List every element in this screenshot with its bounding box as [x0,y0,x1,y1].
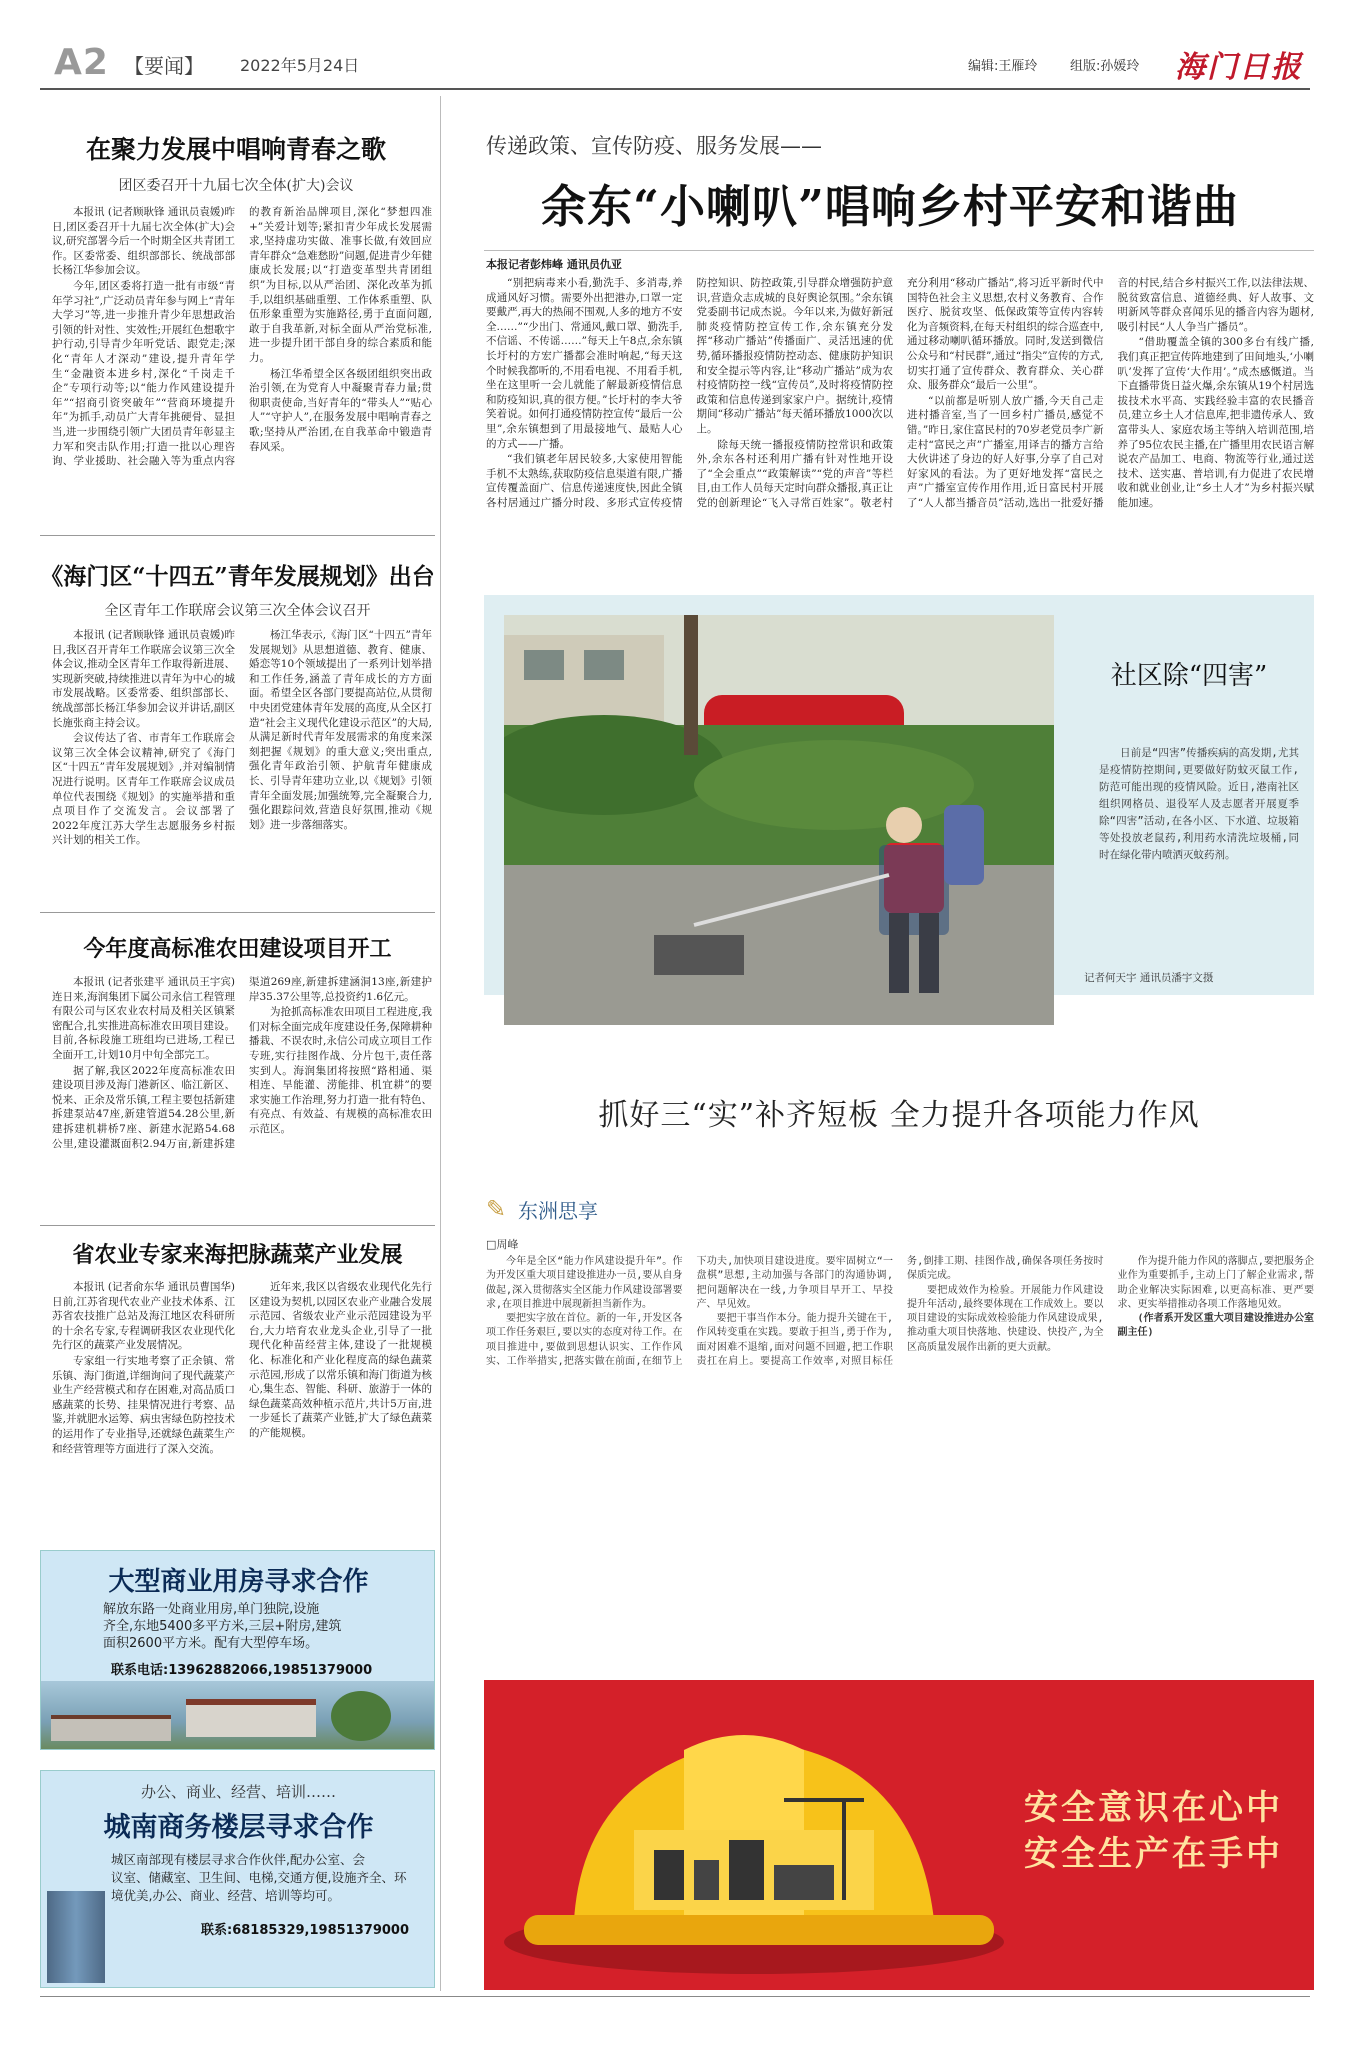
photo-credit: 记者何天宇 通讯员潘宇文摄 [1084,972,1214,984]
designer-credit: 组版:孙媛玲 [1070,59,1140,74]
article-body [52,975,432,1225]
ad-text [111,1851,429,1905]
article-subtitle: 团区委召开十九届七次全体(扩大)会议 [118,178,354,194]
news-photo [504,615,1054,1025]
paragraph: “我们镇老年居民较多,大家使用智能手机不太熟练,获取防疫信息渠道有限,广播宣传覆盖面广、信息传递速度快,因此全镇各村居通过广播分时段、多形式宣传疫情防控知识、防控政策,引导群众增强防护意识,营造众志成城的良好舆论氛围。”余东镇党委副书记成杰说。今年以来,为做好新冠肺炎疫情防控宣传工作,余东镇充分发挥“移动广播站”传播面广、灵活迅速的优势,循环播报疫情防控动态、健康防护知识和安全提示等内容,让“移动广播站”成为农村疫情防控一线“宣传员”,及时将疫情防控政策和信息传递到家家户户。据统计,疫情期间“移动广播站”每天循环播放1000次以上。 [486,277,893,509]
column-name: 东洲思享 [518,1199,598,1223]
article-title: 今年度高标准农田建设项目开工 [83,936,392,962]
page-bottom-rule [40,1996,1310,1997]
article-title: 《海门区“十四五”青年发展规划》出台 [40,563,435,590]
book-icon: ✎ [486,1195,507,1223]
ad-text [103,1601,433,1652]
article-body [52,205,432,525]
paragraph: 杨江华表示,《海门区“十四五”青年发展规划》从思想道德、教育、健康、婚恋等10个领域提出了一系列计划举措和工作任务,涵盖了青年成长的方方面面。希望全区各部门要提高站位,从贯彻中央团党建体青年发展的高度,从全区打造“社会主义现代化建设示范区”的大局,从满足新时代青年发展需求的角度来深刻把握《规划》的重大意义;突出重点,强化青年政治引领、护航青年健康成长、引导青年建功立业,以《规划》引领青年全面发展;加强统筹,完全凝聚合力,强化跟踪问效,营造良好氛围,推动《规划》进一步落细落实。 [249,629,432,831]
author-note: (作者系开发区重大项目建设推进办公室副主任) [1117,1313,1314,1339]
photo-feature [484,595,1314,995]
paragraph: 今年,团区委将打造一批有市级“青年学习社”,广泛动员青年参与网上“青年大学习”等,进一步推升青少年思想政治引领的针对性、实效性;开展红色想歌宇护行动,引导青少年听党话、跟党走;深化“青年人才深动”建设,提升青年学生“金融资本进乡村,深化“千岗走千企”专项行动等;以“能力作风建设提升年”“招商引资突破年”“营商环境提升年”为抓手,动员广大青年挑硬骨、显担当,进一步围绕引领广大团员青年彰显主力军和突击队作用;打造一批以心理咨询、学业援助、社会融入等为重点内容的教育新治品牌项目,深化“梦想四准+”关爱计划等;紧扣青少年成长发展需求,坚持虚功实做、准事长做,有效回应青年群众“急难愁盼”问题,促进青少年健康成长发展;以“打造变革型共青团组织”为目标,以从严治团、深化改革为抓手,以组织基础重塑、工作体系重塑、队伍形象重塑为实施路径,勇于直面问题,敢于自我革新,对标全面从严治党标准,进一步提升团干部自身的综合素质和能力。 [52,206,432,468]
newspaper-logo: 海门日报 [1175,50,1303,85]
section-name: 【要闻】 [124,54,204,78]
ad-line: 解放东路一处商业用房,单门独院,设施 [103,1602,320,1617]
safety-ad [484,1680,1314,1990]
building-photo [41,1681,434,1749]
ad-line: 境优美,办公、商业、经营、培训等均可。 [111,1888,340,1903]
building-wing [51,1715,171,1741]
paragraph: 作为提升能力作风的落脚点,要把服务企业作为重要抓手,主动上门了解企业需求,帮助企业解决实际困难,以更高标准、更严要求、更实举措推动各项工作落地见效。 [1117,1256,1314,1310]
photo-illustration [504,615,1054,1025]
article-body [52,628,432,898]
paragraph: 会议传达了省、市青年工作联席会议第三次全体会议精神,研究了《海门区“十四五”青年发展规划》,并对编制情况进行说明。区青年工作联席会议成员单位代表围绕《规划》的实施举措和重点项目作了交流发言。会议部署了2022年度江苏大学生志愿服务乡村振兴计划的相关工作。 [52,732,235,847]
article-divider [40,535,435,536]
office-tower-photo [47,1891,105,1983]
lead-body [486,276,1314,568]
page-number: A2 [54,42,109,83]
paragraph: 要把干事当作本分。能力提升关键在干,作风转变重在实践。要敢于担当,勇于作为,面对困难不退缩,面对问题不回避,把工作职责扛在肩上。要提高工作效率,对照目标任务,倒排工期、挂图作战,确保各项任务按时保质完成。 [696,1256,1104,1368]
article-title: 省农业专家来海把脉蔬菜产业发展 [72,1242,403,1268]
photo-title: 社区除“四害” [1110,661,1268,691]
tree [331,1691,391,1741]
ad-phone: 联系电话:13962882066,19851379000 [111,1663,373,1678]
article-divider [40,1225,435,1226]
paragraph: 近年来,我区以省级农业现代化先行区建设为契机,以园区农业产业融合发展示范园、省级农业产业示范园建设为平台,大力培育农业龙头企业,引导了一批现代化种苗经营主体,建设了一批规模化、标准化和产业化程度高的绿色蔬菜示范园,形成了以常乐镇和海门街道为核心,集生态、智能、科研、旅游于一体的绿色蔬菜高效种植示范片,共计5万亩,进一步延长了蔬菜产业链,扩大了绿色蔬菜的产能规模。 [249,1281,432,1439]
paragraph: 杨江华希望全区各级团组织突出政治引领,在为党育人中凝聚青春力量;贯彻职责使命,当好青年的“带头人”“贴心人”“守护人”,在服务发展中唱响青春之歌;坚持从严治团,在自我革命中锻造青春风采。 [249,367,432,453]
masthead [40,40,1310,84]
paragraph: 本报讯 (记者俞东华 通讯员曹国华)日前,江苏省现代农业产业技术体系、江苏省农技推广总站及海江地区农科研所的十余名专家,专程调研我区农业现代化先行区的蔬菜产业发展情况。 [52,1281,235,1352]
lead-title-rule [484,250,1314,251]
hard-hat-illustration [484,1680,1004,1990]
paragraph: “以前都是听别人放广播,今天自己走进村播音室,当了一回乡村广播员,感觉不错。”昨日,家住富民村的70岁老党员李广新走村“富民之声”广播室,用译吉的播方言给大伙讲述了身边的好人好事,分享了自己对好家风的看法。为了更好地发挥“富民之声”广播室宣传作用作用,近日富民村开展了“人人都当播音员”活动,选出一批爱好播音的村民,结合乡村振兴工作,以法律法规、脱贫致富信息、道德经典、好人故事、文明新风等群众喜闻乐见的播音内容为题材,吸引村民“人人争当广播员”。 [907,277,1314,509]
lead-title: 余东“小喇叭”唱响乡村平安和谐曲 [541,180,1239,233]
office-floor-ad [40,1770,435,1988]
paragraph: 本报讯 (记者顾耿锋 通讯员袁媛)昨日,团区委召开十九届七次全体(扩大)会议,研究部署今后一个时期全区共青团工作。区委常委、组织部部长、统战部部长杨江华参加会议。 [52,206,235,277]
article-body [52,1280,432,1538]
ad-title: 大型商业用房寻求合作 [108,1567,369,1597]
commentary-body [486,1255,1314,1635]
photo-caption: 日前是“四害”传播疾病的高发期,尤其是疫情防控期间,更要做好防蚊灭鼠工作,防范可能出现的疫情风险。近日,港南社区组织网格员、退役军人及志愿者开展夏季除“四害”活动,在各小区、下水道、垃圾箱等处投放老鼠药,利用药水清洗垃圾桶,同时在绿化带内喷洒灭蚊药剂。 [1099,747,1299,861]
paragraph: “别把病毒来小看,勤洗手、多消毒,养成通风好习惯。需要外出把港办,口罩一定要戴严,再大的热闹不围观,人多的地方不安全……”“少出门、常通风,戴口罩、勤洗手,不信谣、不传谣……”每天上午8点,余东镇长圩村的方宏广播都会准时响起,“每天这个时候我都听的,不用看电视、不用看手机,坐在这里听一会儿就能了解最新疫情信息和防疫知识,真的很方便。”长圩村的李大爷笑着说。如何打通疫情防控宣传“最后一公里”,余东镇想到了用最接地气、最贴人心的方式——广播。 [486,277,683,450]
ad-line: 面积2600平方米。配有大型停车场。 [103,1636,319,1651]
slogan-line: 安全生产在手中 [1024,1834,1283,1874]
column-divider [440,96,441,1991]
paragraph: 除每天统一播报疫情防控常识和政策外,余东各村还利用广播有针对性地开设了“全会重点”“政策解读”“党的声音”等栏目,由工作人员每天定时向群众播报,真正让党的创新理论“飞入寻常百姓家”。敬老村充分利用“移动广播站”,将习近平新时代中国特色社会主义思想,农村义务教育、合作医疗、脱贫攻坚、低保政策等宣传内容转化为音频资料,在每天村组织的综合巡查中,通过移动喇叭循环播放。同时,发送到微信公众号和“村民群”,通过“指尖”宣传的方式,切实打通了宣传群众、教育群众、关心群众、服务群众“最后一公里”。 [696,277,1104,509]
lead-byline: 本报记者彭炜峰 通讯员仇亚 [486,258,622,271]
issue-date: 2022年5月24日 [240,56,360,75]
paragraph: 今年是全区“能力作风建设提升年”。作为开发区重大项目建设推进办一员,要从自身做起,深入贯彻落实全区能力作风建设部署要求,在项目推进中展现新担当新作为。 [486,1256,683,1310]
building-roof [186,1699,316,1737]
commercial-property-ad [40,1550,435,1750]
commentary-headline: 抓好三“实”补齐短板 全力提升各项能力作风 [598,1098,1200,1133]
paragraph: 本报讯 (记者张建平 通讯员王宇宾)连日来,海润集团下属公司永信工程管理有限公司与区农业农村局及相关区镇紧密配合,扎实推进高标准农田项目建设。目前,各标段施工班组均已进场,工程已全面开工,计划10月中旬全部完工。 [52,976,235,1061]
commentary-author: □周峰 [486,1238,519,1251]
paragraph: 要把实字放在首位。新的一年,开发区各项工作任务艰巨,要以实的态度对待工作。在项目推进中,要做到思想认识实、工作作风实、工作举措实,把落实做在前面,在细节上下功夫,加快项目建设进度。要牢固树立“一盘棋”思想,主动加强与各部门的沟通协调,把问题解决在一线,力争项目早开工、早投产、早见效。 [486,1256,893,1368]
ad-line: 齐全,东地5400多平方米,三层+附房,建筑 [103,1619,342,1634]
slogan-line: 安全意识在心中 [1024,1788,1283,1828]
ad-slogan [1024,1785,1304,1877]
paragraph: 专家组一行实地考察了正余镇、常乐镇、海门街道,详细询问了现代蔬菜产业生产经营模式和存在困难,对高品质口感蔬菜的长势、挂果情况进行考察、品鉴,并就肥水运筹、病虫害绿色防控技术的运用作了专业指导,还就绿色蔬菜生产和经营管理等方面进行了深入交流。 [52,1354,235,1455]
article-subtitle: 全区青年工作联席会议第三次全体会议召开 [104,603,371,619]
paragraph: 要把成效作为检验。开展能力作风建设提升年活动,最终要体现在工作成效上。要以项目建设的实际成效检验能力作风建设成果,推动重大项目快落地、快建设、快投产,为全区高质量发展作出新的更大贡献。 [907,1284,1104,1353]
lead-kicker: 传递政策、宣传防疫、服务发展—— [486,134,822,158]
paragraph: 据了解,我区2022年度高标准农田建设项目涉及海门港新区、临江新区、悦来、正余及常乐镇,工程主要包括新建拆建泵站47座,新建管道54.28公里,新建拆建机耕桥7座、新建水泥路54.68公里,建设灌溉面积2.94万亩,新建拆建渠道269座,新建拆建涵洞13座,新建护岸35.37公里等,总投资约1.6亿元。 [52,976,432,1150]
column-logo [486,1185,612,1229]
ad-title: 城南商务楼层寻求合作 [103,1812,374,1843]
ad-kicker: 办公、商业、经营、培训…… [140,1783,336,1801]
paragraph: 为抢抓高标准农田项目工程进度,我们对标全面完成年度建设任务,保障耕种播栽、不误农时,永信公司成立项目工作专班,实行挂图作战、分片包干,责任落实到人。海润集团将按照“路相通、渠相连、旱能灌、涝能排、机宜耕”的要求实施工作治理,努力打造一批有特色、有亮点、有效益、有规模的高标准农田示范区。 [249,1006,432,1135]
paragraph: “借助覆盖全镇的300多台有线广播,我们真正把宣传阵地建到了田间地头,‘小喇叭’发挥了宣传‘大作用’。”成杰感慨道。当下直播带货日益火爆,余东镇从19个村居选拔技术水平高、实践经验丰富的农民播音员,建立乡土人才信息库,把非遗传承人、致富带头人、家庭农场主等纳入培训范围,培养了95位农民主播,在广播里用农民语言解说农产品加工、电商、物流等行业,通过送技术、送实惠、普培训,有力促进了农民增收和就业创业,让“乡土人才”为乡村振兴赋能加速。 [1117,336,1314,509]
masthead-rule [40,88,1310,90]
article-title: 在聚力发展中唱响青春之歌 [85,135,386,164]
ad-phone: 联系:68185329,19851379000 [201,1923,410,1938]
ad-line: 城区南部现有楼层寻求合作伙伴,配办公室、会 [111,1852,365,1867]
paragraph: 本报讯 (记者顾耿锋 通讯员袁媛)昨日,我区召开青年工作联席会议第三次全体会议,推动全区青年工作取得新进展、实现新突破,持续推进以青年为中心的城市发展战略。区委常委、组织部部长、统战部部长杨江华参加会议并讲话,副区长施张商主持会议。 [52,629,235,729]
ad-line: 议室、储藏室、卫生间、电梯,交通方便,设施齐全、环 [111,1870,407,1885]
editor-credit: 编辑:王雁玲 [968,59,1038,74]
article-divider [40,912,435,913]
